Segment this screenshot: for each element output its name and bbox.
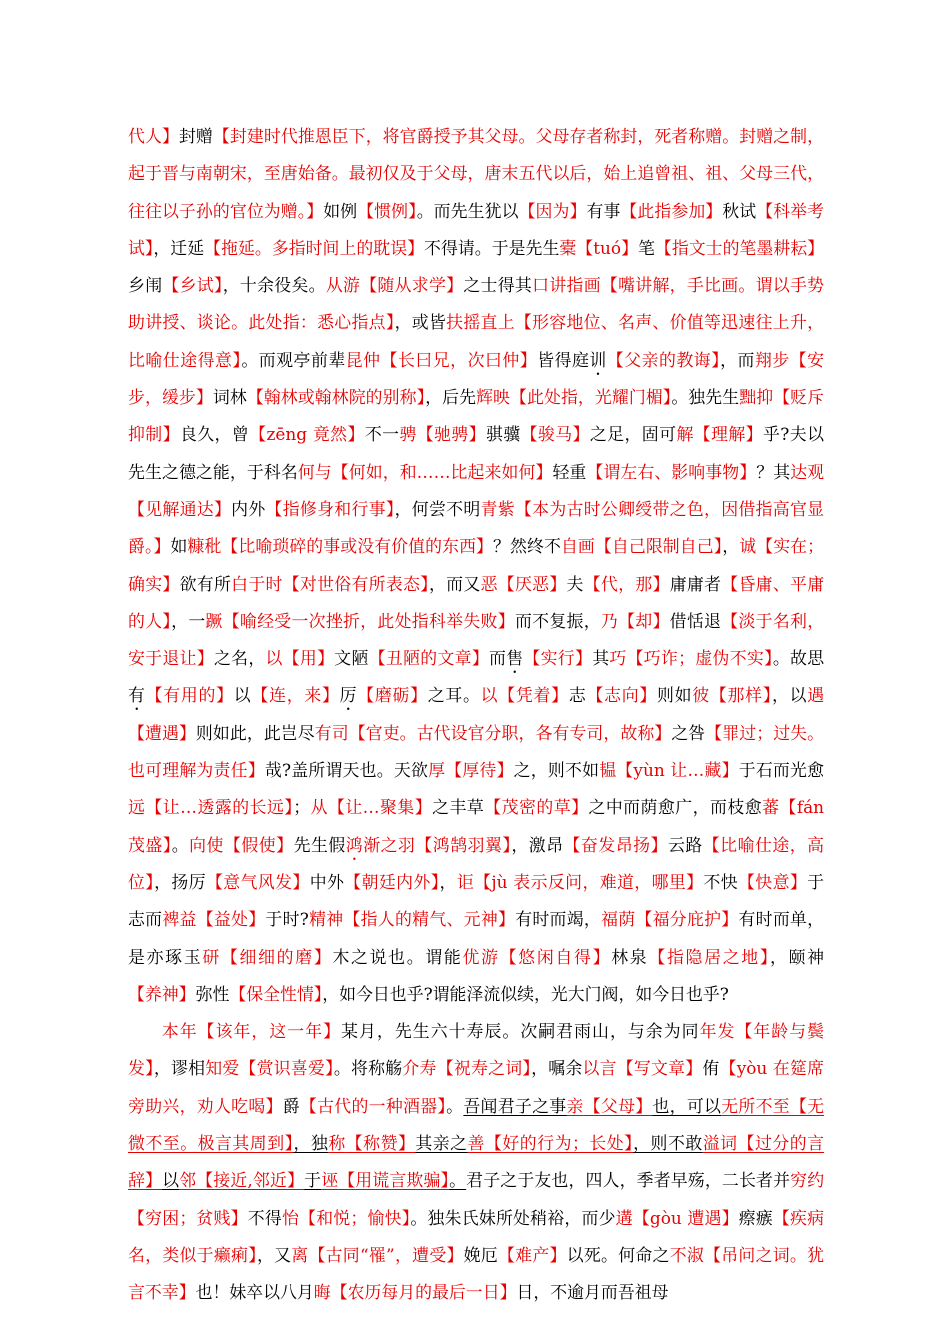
body-text: 林泉	[611, 946, 649, 967]
annotation-text: 【淡于名利，安于退让】	[128, 610, 825, 669]
annotation-text: 诬	[321, 1170, 339, 1191]
body-text: 先生假	[293, 834, 346, 855]
body-text: 皆得庭	[537, 349, 590, 370]
body-text: 之中而荫愈广，而枝愈	[588, 797, 763, 818]
annotation-text: 【茂密的草】	[484, 797, 589, 818]
body-text: 。	[171, 834, 190, 855]
body-text: 某月，先生六十寿辰。次嗣君雨山，与余为同	[341, 1021, 700, 1042]
body-text: 瘵瘯	[738, 1207, 773, 1228]
annotation-text: 【翰林或翰林院的别称】	[246, 387, 426, 408]
annotation-text: 【嘴讲解，手比画。谓以手势助讲授、谈论。此处指：悉心指点】	[128, 275, 825, 333]
annotation-text: 【巧诈；虚伪不实】	[626, 648, 773, 669]
annotation-text: 【驰骋】	[416, 424, 486, 445]
annotation-text: 【自己限制自己】	[594, 536, 723, 557]
annotation-text: 邻	[179, 1170, 197, 1191]
annotation-text: 有司	[314, 722, 349, 743]
body-text: 以	[162, 1170, 180, 1191]
annotation-text: 【细细的磨】	[220, 946, 333, 967]
annotation-text: 【祝寿之词】	[436, 1058, 532, 1079]
annotation-text: 【假使】	[223, 834, 294, 855]
annotation-text: 【那样】	[709, 685, 772, 706]
annotation-text: 【让…透露的长远】	[145, 797, 294, 818]
annotation-text: 远	[128, 797, 146, 818]
body-text: ，	[439, 871, 457, 892]
annotation-text: 白于时	[231, 573, 283, 594]
body-text: 如	[323, 200, 341, 221]
annotation-text: 穷约	[790, 1170, 825, 1191]
body-text: 于	[304, 1170, 322, 1191]
body-text: 日，不逾月而吾祖母	[516, 1282, 669, 1303]
body-text: 良久，曾	[179, 424, 250, 445]
annotation-text: 【过分的言辞】	[128, 1133, 825, 1191]
annotation-text: 【快意】	[738, 871, 808, 892]
annotation-text: 【骏马】	[520, 424, 590, 445]
body-text: 以死。何命之	[566, 1244, 670, 1265]
body-text: 之士得其	[463, 275, 533, 296]
annotation-text: 何与	[297, 461, 332, 482]
annotation-text: 【朝廷内外】	[344, 871, 440, 892]
annotation-text: 【用谎言欺骗】	[338, 1170, 450, 1191]
body-text: 以	[233, 685, 252, 706]
annotation-text: 【志向】	[586, 685, 657, 706]
annotation-text: 称	[328, 1133, 346, 1154]
annotation-text: 乃	[600, 610, 619, 631]
body-text: 售	[506, 648, 524, 669]
annotation-text: 【凭着】	[498, 685, 569, 706]
annotation-text: 【父亲的教诲】	[606, 349, 721, 370]
body-text: 文陋	[334, 648, 369, 669]
body-text: 乎?夫以先生之德之能，于科名	[128, 424, 824, 482]
annotation-text: 【厚待】	[445, 760, 514, 781]
annotation-text: 福荫	[601, 909, 636, 930]
body-text: ，而又	[428, 573, 481, 594]
annotation-text: 【年龄与鬓发】	[128, 1021, 825, 1079]
annotation-text: 【指人的精气、元神】	[343, 909, 516, 930]
body-text: 其亲之	[415, 1133, 468, 1154]
body-text: ；	[293, 797, 311, 818]
body-text: 云路	[667, 834, 703, 855]
body-text: 也！妹卒以八月	[195, 1282, 314, 1303]
body-text: ，嘱余	[531, 1058, 583, 1079]
body-text: ，则不敢	[633, 1133, 703, 1154]
body-text: 也，可以	[652, 1095, 722, 1116]
annotation-text: 厚	[428, 760, 446, 781]
body-text: 。	[449, 1170, 467, 1191]
annotation-text: 知爱	[205, 1058, 240, 1079]
body-text: 。将称觞	[333, 1058, 403, 1079]
annotation-text: 【yùn 让…藏】	[616, 760, 739, 781]
annotation-text: 介寿	[402, 1058, 437, 1079]
annotation-text: 【指修身和行事】	[265, 498, 395, 519]
body-text: 有	[128, 685, 146, 706]
annotation-text: 【比喻仕途，高位】	[128, 834, 825, 892]
body-text: ，又	[256, 1244, 292, 1265]
annotation-text: 恶	[480, 573, 498, 594]
annotation-text: 解	[676, 424, 694, 445]
body-text: 以	[501, 200, 519, 221]
body-text: 爵	[282, 1095, 300, 1116]
body-text: 之咎	[671, 722, 706, 743]
body-text: 于时?	[265, 909, 309, 930]
body-text: 而不复振，	[514, 610, 601, 631]
annotation-text: 向使	[189, 834, 224, 855]
annotation-text: 【吊问之词。犹言不幸】	[128, 1244, 824, 1303]
annotation-text: 【贬斥抑制】	[128, 387, 825, 445]
body-text: 借恬退	[669, 610, 722, 631]
annotation-text: 【磨砺】	[357, 685, 428, 706]
annotation-text: 昆仲	[345, 349, 381, 370]
annotation-text: 橐	[559, 237, 577, 258]
annotation-text: 【对世俗有所表态】	[282, 573, 429, 594]
body-text: 词林	[212, 387, 247, 408]
annotation-text: 【见解通达】	[128, 498, 232, 519]
body-text: 有时而单，是亦琢玉	[128, 909, 825, 967]
body-text: 弥性	[195, 983, 230, 1004]
annotation-text: 糠秕	[187, 536, 222, 557]
annotation-text: 善	[467, 1133, 485, 1154]
annotation-text: 【有用的】	[145, 685, 234, 706]
annotation-text: 【zēng 竟然】	[249, 424, 365, 445]
annotation-text: 骋	[399, 424, 417, 445]
annotation-text: 遇	[807, 685, 825, 706]
body-text: 乡闱	[128, 275, 163, 296]
annotation-text: 【此指参加】	[620, 200, 723, 221]
body-text: ，扬厉	[154, 871, 206, 892]
body-text: 则如此，此岂尽	[195, 722, 315, 743]
annotation-text: 【农历每月的最后一日】	[330, 1282, 517, 1303]
annotation-text: 【实在；确实】	[128, 536, 825, 594]
annotation-text: 【此处指，光耀门楣】	[510, 387, 672, 408]
body-text: ，而	[720, 349, 755, 370]
annotation-text: 青紫	[480, 498, 515, 519]
annotation-text: 【封建时代推恩臣下，将官爵授予其父母。父母存者称封，死者称赠。封赠之制，起于晋与南朝宋，至唐始备。最初仅及于父母，唐末五代以后，始上追曾祖、祖、父母三代，往往以子孙的官位为赠。】	[128, 126, 825, 221]
body-text: 之丰草	[432, 797, 485, 818]
annotation-text: 【安步，缓步】	[128, 349, 825, 408]
annotation-text: 溢词	[702, 1133, 738, 1154]
annotation-text: 怡	[281, 1207, 300, 1228]
annotation-text: 【益处】	[196, 909, 266, 930]
annotation-text: 裨益	[162, 909, 197, 930]
annotation-text: 【官吏。古代设官分职，各有专司，故称】	[348, 722, 672, 743]
annotation-text: 【何如，和……比起来如何】	[331, 461, 553, 482]
annotation-text: 韫	[599, 760, 617, 781]
annotation-text: 【却】	[618, 610, 670, 631]
annotation-text: 无所不至	[721, 1095, 790, 1116]
annotation-text: 【拖延。多指时间上的耽误】	[204, 237, 425, 258]
annotation-text: 【悠闲自得】	[499, 946, 612, 967]
body-text: 有时而竭，	[515, 909, 602, 930]
body-text: ，一	[171, 610, 206, 631]
document-page	[128, 118, 824, 1312]
body-text: 内外	[231, 498, 266, 519]
annotation-text: 以	[480, 685, 499, 706]
paragraph-1	[128, 118, 824, 1013]
annotation-text: 【惯例】	[357, 200, 417, 221]
annotation-text: 【无微不至。极言其周到】	[128, 1095, 825, 1154]
annotation-text: 【福分庇护】	[635, 909, 739, 930]
annotation-text: 【养神】	[128, 983, 196, 1004]
annotation-text: 【古代的一种酒器】	[299, 1095, 447, 1116]
body-text: 娩厄	[463, 1244, 499, 1265]
body-text: ，后先	[425, 387, 477, 408]
body-text: 封赠	[178, 126, 213, 146]
body-text: ，独	[293, 1133, 329, 1154]
body-text: 之足，固可	[589, 424, 677, 445]
annotation-text: 【形容地位、名声、价值等迅速往上升，比喻仕途得意】	[128, 312, 825, 370]
annotation-text: 渐之羽	[363, 834, 416, 855]
annotation-text: 年发	[699, 1021, 736, 1042]
annotation-text: 【连，来】	[251, 685, 340, 706]
annotation-text: 【遭遇】	[128, 722, 196, 743]
body-text: 厉	[339, 685, 358, 706]
body-text: 庸庸者	[669, 573, 722, 594]
body-text: ，十余役矣。	[222, 275, 326, 296]
body-text: 笔	[638, 237, 655, 258]
annotation-text: 达观	[790, 461, 825, 482]
annotation-text: 口讲指画	[532, 275, 601, 296]
annotation-text: 优游	[462, 946, 500, 967]
annotation-text: 【yòu 在筵席旁助兴，劝人吃喝】	[128, 1058, 825, 1116]
annotation-text: 【和悦；愉快】	[299, 1207, 411, 1228]
body-text: 。故思	[772, 648, 825, 669]
body-text: ，何尝不明	[394, 498, 481, 519]
annotation-text: 【理解】	[693, 424, 763, 445]
body-text: 哉?盖所谓天也。天欲	[264, 760, 429, 781]
annotation-text: 不淑	[669, 1244, 705, 1265]
body-text: 中外	[309, 871, 345, 892]
body-text: 君子之于友也，四人，季者早殇，二长者并	[466, 1170, 791, 1191]
body-text: 不得请。于是先生	[424, 237, 560, 258]
annotation-text: 【指隐居之地】	[648, 946, 770, 967]
body-text: 秋试	[722, 200, 757, 221]
annotation-text: 精神	[308, 909, 344, 930]
body-text: ，迁延	[153, 237, 205, 258]
annotation-text: 辉映	[476, 387, 511, 408]
paragraph-2	[128, 1013, 824, 1311]
body-text: ，如今日也乎?谓能泽流似续，光大门阀，如今日也乎?	[322, 983, 729, 1004]
annotation-text: 彼	[692, 685, 710, 706]
annotation-text: 【难产】	[498, 1244, 567, 1265]
body-text: ，或皆	[394, 312, 447, 333]
body-text: 。而观亭前辈	[241, 349, 346, 370]
body-text: 之名，	[213, 648, 266, 669]
annotation-text: 【谓左右、影响事物】	[586, 461, 757, 482]
annotation-text: 【乡试】	[162, 275, 223, 296]
body-text: ，谬相	[153, 1058, 206, 1079]
annotation-text: 【本为古时公卿绶带之色，因借指高官显爵。】	[128, 498, 825, 557]
annotation-text: 本年【该年，这一年】	[161, 1021, 342, 1042]
body-text: ？然终不	[493, 536, 561, 557]
annotation-text: 【fán 茂盛】	[128, 797, 825, 855]
body-text: ，以	[771, 685, 808, 706]
body-text: 而	[489, 648, 507, 669]
annotation-text: 【写文章】	[616, 1058, 703, 1079]
annotation-text: 从游【随从求学】	[325, 275, 464, 296]
body-text: 有事	[586, 200, 621, 221]
annotation-text: 鸿	[345, 834, 364, 855]
body-text: ？其	[756, 461, 791, 482]
annotation-text: 蕃	[762, 797, 780, 818]
annotation-text: 【称赞】	[345, 1133, 416, 1154]
annotation-text: 【tuó】	[576, 237, 638, 258]
body-text: 于石而光愈	[738, 760, 825, 781]
body-text: 如	[170, 536, 188, 557]
annotation-text: 【实行】	[523, 648, 593, 669]
body-text: ，颐神	[770, 946, 825, 967]
annotation-text: 【疾病名，类似于癞痢】	[128, 1207, 825, 1265]
body-text: 夫	[566, 573, 584, 594]
body-text: 。独朱氏妹所处稍裕，而少	[410, 1207, 616, 1228]
annotation-text: 【鸿鹄羽翼】	[415, 834, 512, 855]
annotation-text: 亲	[566, 1095, 584, 1116]
body-text: 不快	[703, 871, 739, 892]
annotation-text: 【意气风发】	[205, 871, 310, 892]
annotation-text: 代人】	[128, 126, 179, 146]
annotation-text: 遘	[615, 1207, 633, 1228]
body-text: 于志而	[128, 871, 825, 930]
annotation-text: 【丑陋的文章】	[368, 648, 490, 669]
annotation-text: 翔步	[754, 349, 790, 370]
annotation-text: 【奋发昂扬】	[563, 834, 668, 855]
annotation-text: 【代，那】	[583, 573, 670, 594]
body-text: 木之说也。谓能	[332, 946, 463, 967]
annotation-text: 黜抑	[739, 387, 774, 408]
body-text: 。而先生犹	[416, 200, 502, 221]
body-text: 不一	[364, 424, 400, 445]
annotation-text: 【厌恶】	[497, 573, 567, 594]
annotation-text: 离	[291, 1244, 309, 1265]
annotation-text: 自画	[560, 536, 595, 557]
annotation-text: 诚	[739, 536, 757, 557]
annotation-text: 讵	[456, 871, 475, 892]
body-text: 之耳。	[427, 685, 481, 706]
annotation-text: 以言	[582, 1058, 617, 1079]
annotation-text: 巧	[609, 648, 627, 669]
body-text: ，激昂	[511, 834, 564, 855]
annotation-text: 【长曰兄，次曰仲】	[380, 349, 538, 370]
body-text: 侑	[702, 1058, 720, 1079]
body-text: ，	[722, 536, 740, 557]
body-text: 训	[589, 349, 607, 370]
annotation-text: 【昏庸、平庸的人】	[128, 573, 825, 631]
body-text: 则如	[657, 685, 693, 706]
annotation-text: 从【让…聚集】	[310, 797, 433, 818]
body-text: 之，则不如	[513, 760, 600, 781]
body-text: 骐骥	[486, 424, 521, 445]
body-text: 吾闻君子之事	[463, 1095, 567, 1116]
annotation-text: 蹶	[205, 610, 223, 631]
annotation-text: 【赏识喜爱】	[239, 1058, 334, 1079]
annotation-text: 【指文士的笔墨耕耘】	[654, 237, 825, 258]
annotation-text: 【父母】	[583, 1095, 653, 1116]
annotation-text: 【科举考试】	[128, 200, 825, 258]
annotation-text: 【因为】	[518, 200, 587, 221]
body-text: 不得	[247, 1207, 282, 1228]
body-text: 。	[446, 1095, 464, 1116]
body-text: 志	[568, 685, 587, 706]
annotation-text: 【好的行为；长处】	[484, 1133, 634, 1154]
body-text: 。独先生	[671, 387, 740, 408]
annotation-text: 【穷困；贫贱】	[128, 1207, 248, 1228]
annotation-text: 【保全性情】	[229, 983, 323, 1004]
annotation-text: 【比喻琐碎的事或没有价值的东西】	[221, 536, 494, 557]
annotation-text: 研	[202, 946, 221, 967]
annotation-text: 【罪过；过失。也可理解为责任】	[128, 722, 825, 781]
body-text: 欲有所	[179, 573, 232, 594]
annotation-text: 【jù 表示反问，难道，哪里】	[474, 871, 704, 892]
annotation-text: 以【用】	[265, 648, 335, 669]
body-text: 例	[340, 200, 358, 221]
annotation-text: 晦	[313, 1282, 331, 1303]
body-text: 其	[592, 648, 610, 669]
annotation-text: 【古同“罹”，遭受】	[308, 1244, 464, 1265]
annotation-text: 【gòu 遭遇】	[632, 1207, 739, 1228]
body-text: 轻重	[552, 461, 587, 482]
annotation-text: 【接近,邻近】	[196, 1170, 305, 1191]
annotation-text: 扶摇直上	[446, 312, 515, 333]
annotation-text: 【喻经受一次挫折，此处指科举失败】	[222, 610, 515, 631]
